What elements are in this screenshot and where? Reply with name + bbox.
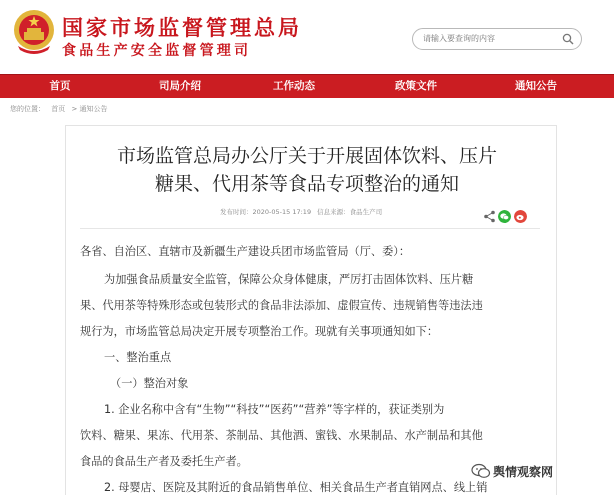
article-title-line-1: 市场监管总局办公厅关于开展固体饮料、压片 — [116, 145, 497, 167]
nav-item-about[interactable]: 司局介绍 — [159, 80, 201, 92]
search-icon[interactable] — [562, 33, 574, 45]
site-header — [0, 0, 614, 74]
watermark — [493, 463, 553, 483]
weibo-icon[interactable] — [514, 210, 527, 223]
main-nav — [0, 74, 614, 98]
share-icon[interactable] — [483, 210, 496, 223]
breadcrumb-home[interactable]: 首页 — [51, 105, 66, 113]
wechat-icon[interactable] — [498, 210, 511, 223]
national-emblem-icon — [12, 8, 56, 56]
nav-item-policy[interactable]: 政策文件 — [395, 80, 437, 92]
breadcrumb-current[interactable]: > 通知公告 — [71, 105, 108, 113]
article-title-line-2: 糖果、代用茶等食品专项整治的通知 — [154, 173, 459, 195]
nav-item-news[interactable]: 工作动态 — [273, 80, 315, 92]
breadcrumb — [10, 104, 112, 114]
section-heading: 一、整治重点 — [104, 351, 172, 364]
meta-divider — [80, 228, 540, 229]
subsection-heading: （一）整治对象 — [110, 377, 189, 390]
paragraph-line: 1. 企业名称中含有“生物”“科技”“医药”“营养”等字样的，获证类别为 — [104, 403, 445, 416]
paragraph-salutation: 各省、自治区、直辖市及新疆生产建设兵团市场监管局（厅、委）： — [80, 245, 411, 258]
publish-time: 发布时间：2020-05-15 17:19 — [220, 208, 312, 216]
paragraph-line: 果、代用茶等特殊形态或包装形式的食品非法添加、虚假宣传、违规销售等违法违 — [80, 299, 483, 312]
paragraph-line: 规行为，市场监管总局决定开展专项整治工作。现就有关事项通知如下： — [80, 325, 439, 338]
nav-item-home[interactable]: 首页 — [49, 80, 71, 92]
paragraph-line: 2. 母婴店、医院及其附近的食品销售单位、相关食品生产者直销网点、线上销 — [104, 481, 488, 494]
watermark-logo-icon — [471, 461, 491, 481]
nav-item-notices[interactable]: 通知公告 — [515, 80, 557, 92]
site-title: 国家市场监督管理总局 — [62, 16, 302, 40]
paragraph-line: 为加强食品质量安全监管，保障公众身体健康，严厉打击固体饮料、压片糖 — [104, 273, 474, 286]
paragraph-line: 食品的食品生产者及委托生产者。 — [80, 455, 248, 468]
paragraph-line: 饮料、糖果、果冻、代用茶、茶制品、其他酒、蜜钱、水果制品、水产制品和其他 — [80, 429, 483, 442]
info-source: 信息来源：食品生产司 — [317, 208, 383, 216]
search-box[interactable] — [412, 28, 582, 50]
article-meta — [220, 207, 386, 216]
search-input[interactable] — [423, 31, 555, 46]
site-subtitle: 食品生产安全监督管理司 — [62, 43, 252, 59]
breadcrumb-prefix: 您的位置： — [10, 105, 45, 113]
watermark-text: 舆情观察网 — [493, 465, 554, 479]
article-title — [0, 142, 614, 198]
